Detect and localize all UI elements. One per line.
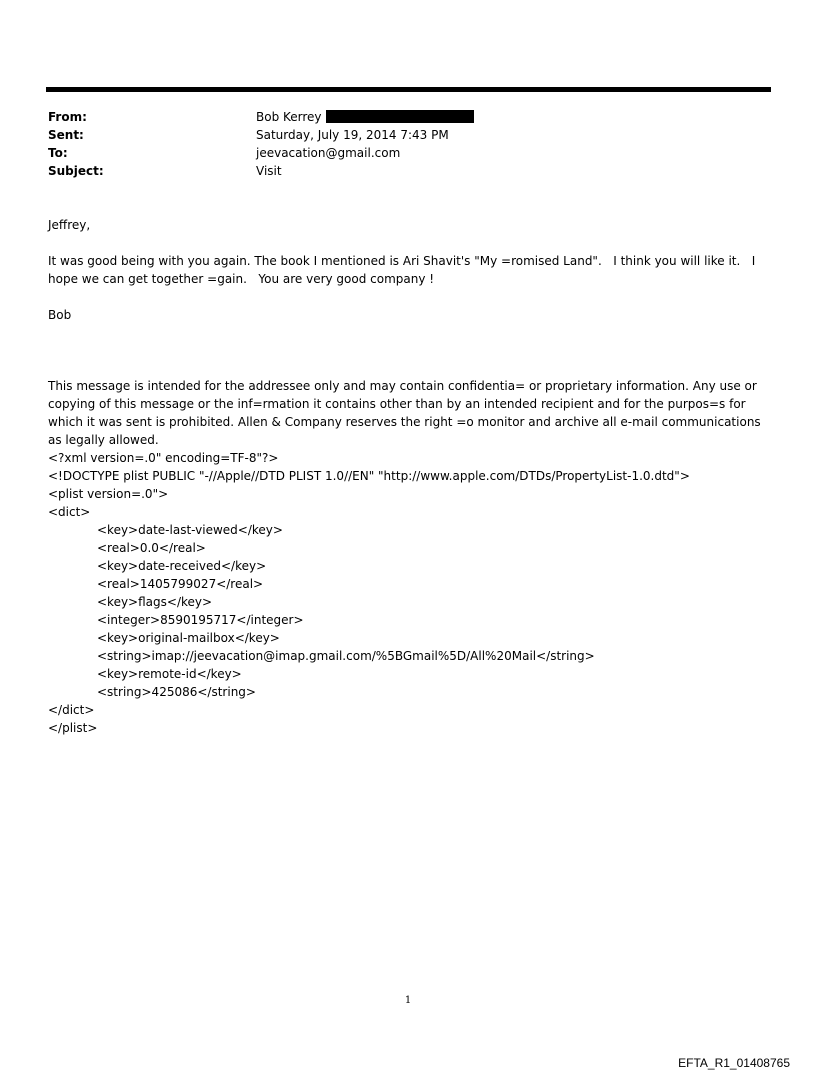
- to-row: [48, 144, 768, 162]
- message-greeting-block: [48, 216, 770, 234]
- document-id: EFTA_R1_01408765: [678, 1056, 790, 1070]
- sent-value: Saturday, July 19, 2014 7:43 PM: [256, 128, 449, 142]
- header-rule: [46, 87, 771, 92]
- email-header: [48, 108, 768, 180]
- message-signoff-block: [48, 306, 770, 324]
- subject-value: Visit: [256, 164, 282, 178]
- xml-line: <string>imap://jeevacation@imap.gmail.com/%5BGmail%5D/All%20Mail</string>: [97, 649, 595, 663]
- redaction-box: [326, 110, 474, 123]
- page-number: 1: [404, 995, 412, 1006]
- xml-line: <plist version=.0">: [48, 487, 169, 501]
- xml-line: <real>1405799027</real>: [97, 577, 264, 591]
- message-paragraph-block: [48, 252, 770, 288]
- from-value: Bob Kerrey: [256, 110, 322, 124]
- xml-line: <string>425086</string>: [97, 685, 256, 699]
- xml-line: <!DOCTYPE plist PUBLIC "-//Apple//DTD PLIST 1.0//EN" "http://www.apple.com/DTDs/PropertyList-1.0.dtd">: [48, 469, 690, 483]
- from-row: [48, 108, 768, 126]
- to-value: jeevacation@gmail.com: [256, 146, 401, 160]
- xml-line: </plist>: [48, 721, 98, 735]
- xml-line: <key>flags</key>: [97, 595, 213, 609]
- xml-line: <integer>8590195717</integer>: [97, 613, 304, 627]
- from-label: From:: [48, 110, 87, 124]
- from-value-wrap: [256, 108, 474, 126]
- sent-label: Sent:: [48, 128, 84, 142]
- xml-line: </dict>: [48, 703, 95, 717]
- message-greeting: Jeffrey,: [48, 218, 91, 232]
- message-signoff: Bob: [48, 308, 72, 322]
- sent-row: [48, 126, 768, 144]
- xml-line: <real>0.0</real>: [97, 541, 206, 555]
- xml-line: <key>remote-id</key>: [97, 667, 242, 681]
- message-paragraph: It was good being with you again. The book I mentioned is Ari Shavit's "My =romised Land". I think you will like it. I hope we can get together =gain. You are very good company !: [48, 254, 760, 286]
- xml-line: <key>date-last-viewed</key>: [97, 523, 283, 537]
- disclaimer-text: This message is intended for the addressee only and may contain confidentia= or proprietary information. Any use or copying of this message or the inf=rmation it contains other than by an intended recipient and for the purpos=s for which it was sent is prohibited. Allen & Company reserves the right =o monitor and archive all e-mail communications as legally allowed.: [48, 379, 765, 447]
- plist-xml: [48, 449, 770, 737]
- xml-line: <dict>: [48, 505, 91, 519]
- disclaimer-block: [48, 377, 770, 449]
- subject-label: Subject:: [48, 164, 104, 178]
- xml-line: <key>original-mailbox</key>: [97, 631, 280, 645]
- xml-line: <key>date-received</key>: [97, 559, 267, 573]
- subject-row: [48, 162, 768, 180]
- xml-line: <?xml version=.0" encoding=TF-8"?>: [48, 451, 279, 465]
- to-label: To:: [48, 146, 68, 160]
